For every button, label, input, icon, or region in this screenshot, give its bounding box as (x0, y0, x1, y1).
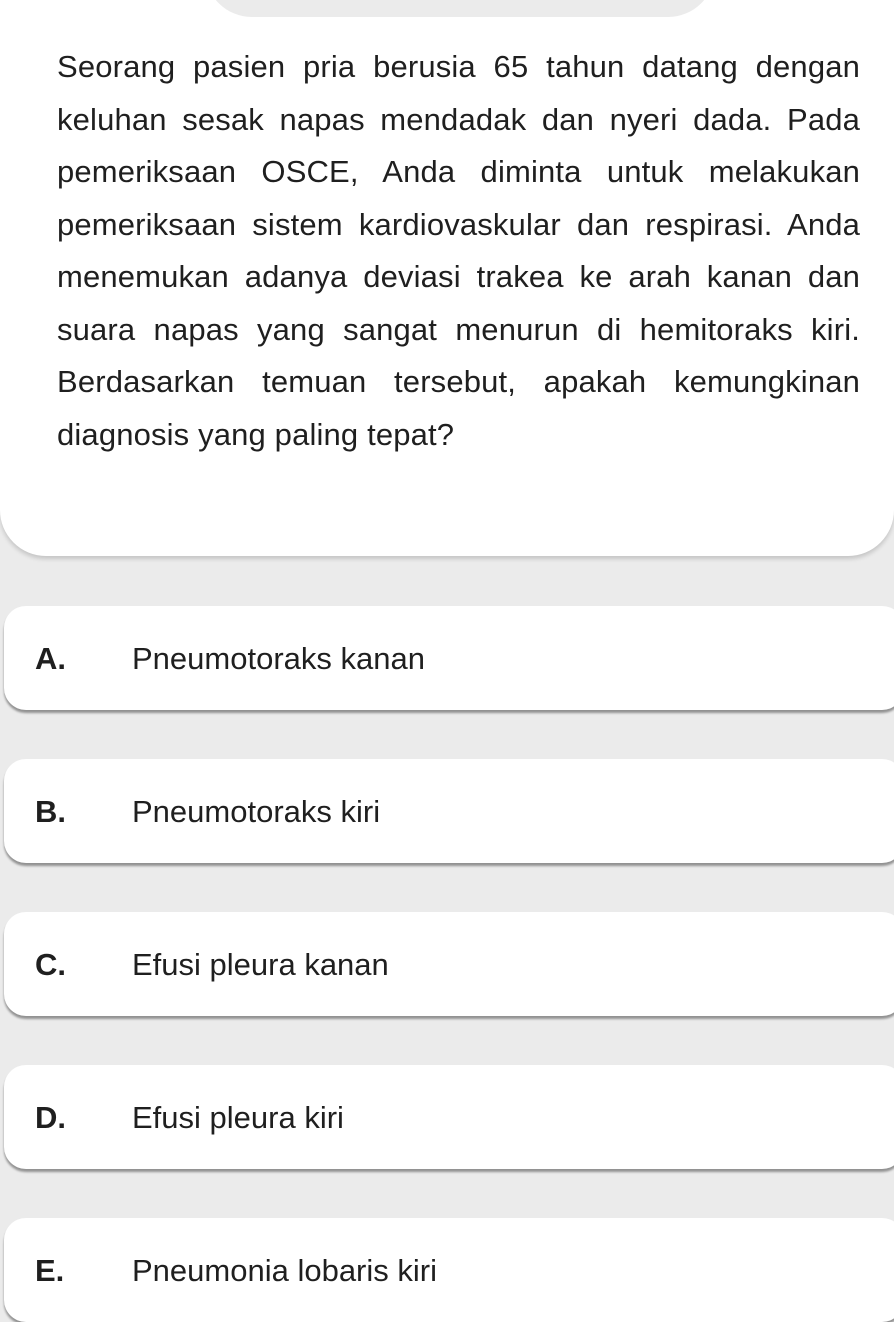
question-text: Seorang pasien pria berusia 65 tahun datang dengan keluhan sesak napas mendadak dan nyeri dada. Pada pemeriksaan OSCE, Anda diminta untuk melakukan pemeriksaan sistem kardiovaskular dan respirasi. Anda menemukan adanya deviasi trakea ke arah kanan dan suara napas yang sangat menurun di hemitoraks kiri. Berdasarkan temuan tersebut, apakah kemungkinan diagnosis yang paling tepat? (57, 49, 860, 452)
option-letter: C. (35, 947, 66, 982)
option-label: Efusi pleura kanan (132, 947, 389, 982)
option-letter: A. (35, 641, 66, 676)
option-a[interactable] (4, 606, 894, 710)
option-label: Pneumonia lobaris kiri (132, 1253, 437, 1288)
option-label: Efusi pleura kiri (132, 1100, 344, 1135)
option-label: Pneumotoraks kanan (132, 641, 425, 676)
option-label: Pneumotoraks kiri (132, 794, 381, 829)
option-d[interactable] (4, 1065, 894, 1169)
option-letter: B. (35, 794, 66, 829)
option-c[interactable] (4, 912, 894, 1016)
top-tab-cutout (205, 0, 715, 17)
option-letter: E. (35, 1253, 65, 1288)
option-e[interactable] (4, 1218, 894, 1322)
option-letter: D. (35, 1100, 66, 1135)
option-b[interactable] (4, 759, 894, 863)
